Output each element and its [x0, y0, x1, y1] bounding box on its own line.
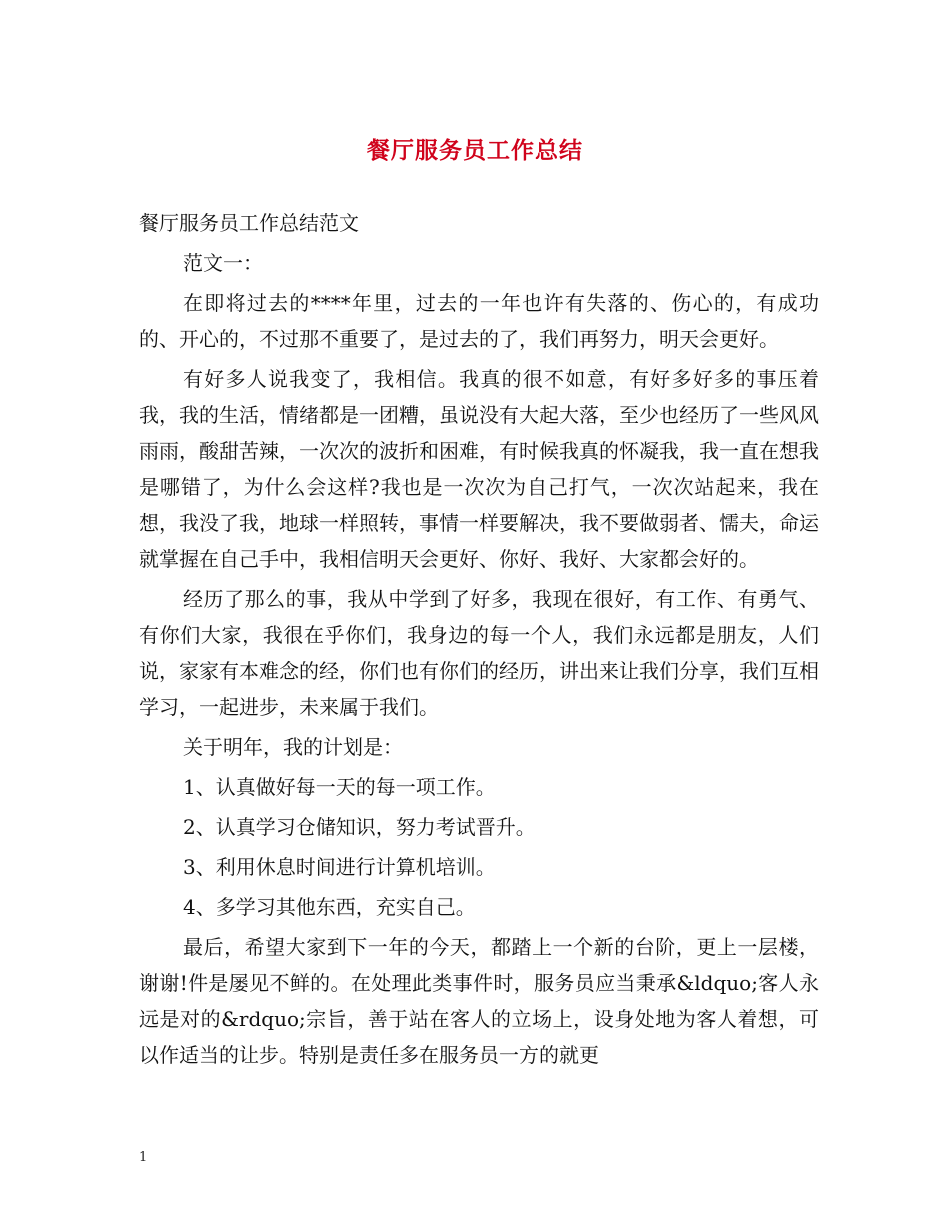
paragraph-closing: 最后，希望大家到下一年的今天，都踏上一个新的台阶，更上一层楼，谢谢!件是屡见不鲜的。在处理此类事件时，服务员应当秉承&ldquo;客人永远是对的&rdquo;宗旨，善于站在客人的立场上，设身处地为客人着想，可以作适当的让步。特别是责任多在服务员一方的就更: [139, 935, 819, 1067]
plan-item: 1、认真做好每一天的每一项工作。: [183, 775, 496, 799]
paragraph: 在即将过去的****年里，过去的一年也许有失落的、伤心的，有成功的、开心的，不过那不重要了，是过去的了，我们再努力，明天会更好。: [139, 291, 819, 351]
document-subtitle: 餐厅服务员工作总结范文: [139, 211, 359, 235]
page-number: 1: [139, 1150, 148, 1165]
paragraph-plan-intro: 关于明年，我的计划是：: [183, 735, 403, 759]
plan-item: 4、多学习其他东西，充实自己。: [183, 895, 476, 919]
paragraph: 经历了那么的事，我从中学到了好多，我现在很好，有工作、有勇气、有你们大家，我很在乎你们，我身边的每一个人，我们永远都是朋友，人们说，家家有本难念的经，你们也有你们的经历，讲出来让我们分享，我们互相学习，一起进步，未来属于我们。: [139, 587, 819, 719]
paragraph-section-label: 范文一：: [183, 251, 263, 275]
document-title: 餐厅服务员工作总结: [367, 138, 583, 164]
plan-item: 3、利用休息时间进行计算机培训。: [183, 855, 496, 879]
document-body: [139, 205, 819, 1077]
plan-item: 2、认真学习仓储知识，努力考试晋升。: [183, 815, 536, 839]
paragraph: 有好多人说我变了，我相信。我真的很不如意，有好多好多的事压着我，我的生活，情绪都是一团糟，虽说没有大起大落，至少也经历了一些风风雨雨，酸甜苦辣，一次次的波折和困难，有时候我真的怀凝我，我一直在想我是哪错了，为什么会这样?我也是一次次为自己打气，一次次站起来，我在想，我没了我，地球一样照转，事情一样要解决，我不要做弱者、懦夫，命运就掌握在自己手中，我相信明天会更好、你好、我好、大家都会好的。: [139, 367, 819, 571]
